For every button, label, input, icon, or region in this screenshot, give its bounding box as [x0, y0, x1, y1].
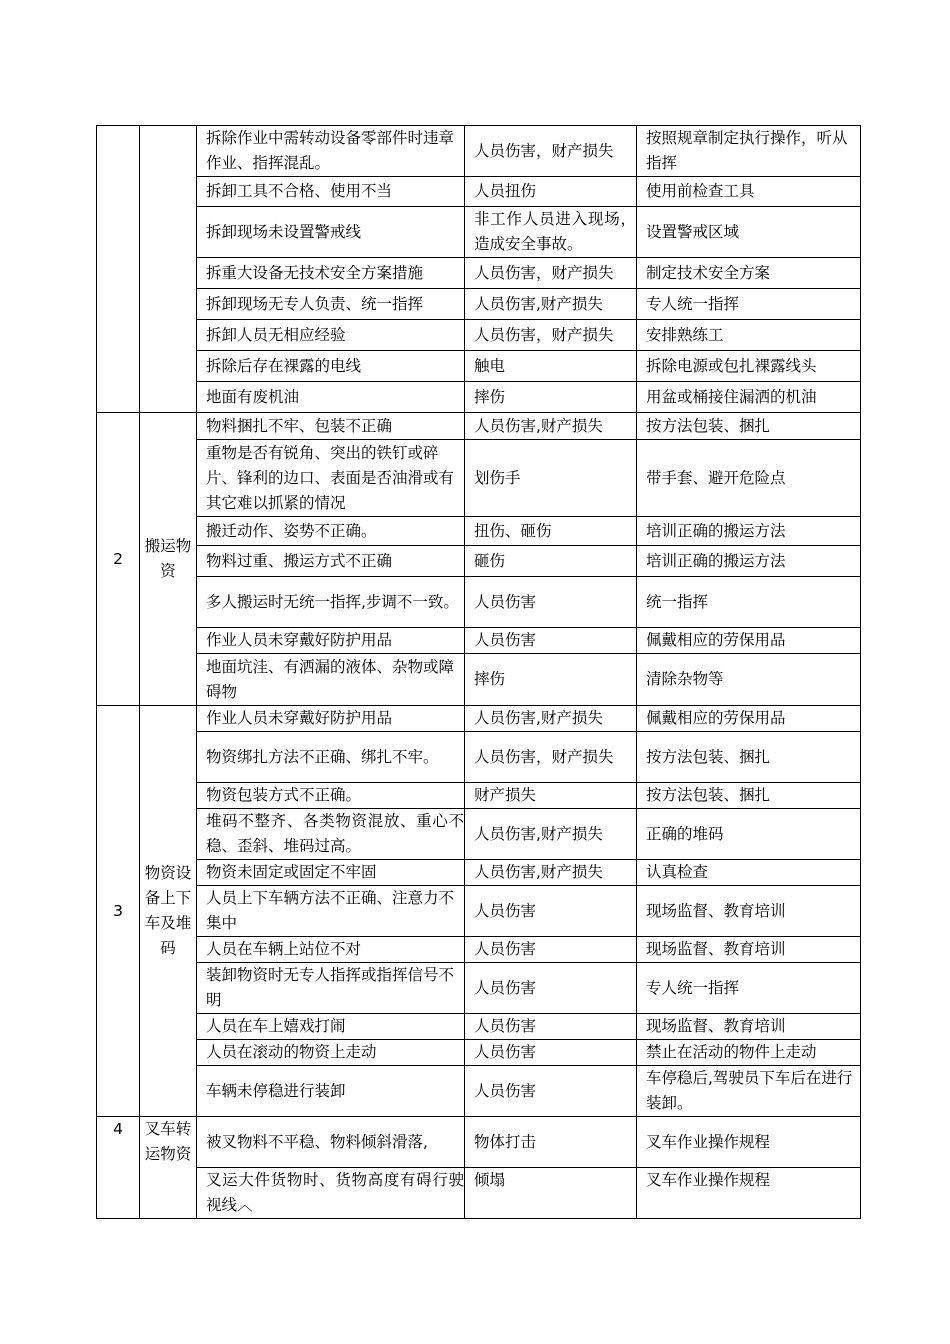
- table-row: [97, 351, 861, 382]
- table-row: [97, 577, 861, 628]
- table-row: [97, 207, 861, 258]
- measure-cell: 佩戴相应的劳保用品: [637, 706, 861, 732]
- consequence-cell: 人员伤害,财产损失: [465, 413, 637, 440]
- measure-cell: 按方法包装、捆扎: [637, 413, 861, 440]
- hazard-cell: 拆除作业中需转动设备零部件时违章作业、指挥混乱。: [197, 126, 465, 177]
- consequence-cell: 人员伤害,财产损失: [465, 860, 637, 886]
- consequence-cell: 财产损失: [465, 783, 637, 809]
- group-category: 叉车转运物资: [140, 1117, 197, 1219]
- group-category: [140, 126, 197, 413]
- hazard-cell: 拆除后存在裸露的电线: [197, 351, 465, 382]
- hazard-cell: 作业人员未穿戴好防护用品: [197, 706, 465, 732]
- consequence-cell: 人员伤害: [465, 963, 637, 1014]
- table-row: [97, 783, 861, 809]
- consequence-cell: 人员伤害: [465, 577, 637, 628]
- measure-cell: 认真检查: [637, 860, 861, 886]
- group-number: 3: [97, 706, 140, 1117]
- table-row: [97, 1117, 861, 1168]
- measure-cell: 培训正确的搬运方法: [637, 546, 861, 577]
- hazard-cell: 人员在车辆上站位不对: [197, 937, 465, 963]
- measure-cell: 正确的堆码: [637, 809, 861, 860]
- hazard-cell: 搬迁动作、姿势不正确。: [197, 517, 465, 546]
- table-row: [97, 440, 861, 517]
- table-row: [97, 382, 861, 413]
- hazard-cell: 物资绑扎方法不正确、绑扎不牢。: [197, 732, 465, 783]
- table-row: [97, 1066, 861, 1117]
- hazard-cell: 地面坑洼、有洒漏的液体、杂物或障碍物: [197, 654, 465, 706]
- measure-cell: 统一指挥: [637, 577, 861, 628]
- consequence-cell: 人员伤害,财产损失: [465, 289, 637, 320]
- consequence-cell: 触电: [465, 351, 637, 382]
- consequence-cell: 砸伤: [465, 546, 637, 577]
- consequence-cell: 人员扭伤: [465, 177, 637, 207]
- measure-cell: 叉车作业操作规程: [637, 1117, 861, 1168]
- measure-cell: 现场监督、教育培训: [637, 1014, 861, 1040]
- table-row: [97, 809, 861, 860]
- consequence-cell: 人员伤害，财产损失: [465, 126, 637, 177]
- hazard-cell: 装卸物资时无专人指挥或指挥信号不明: [197, 963, 465, 1014]
- measure-cell: 专人统一指挥: [637, 289, 861, 320]
- consequence-cell: 人员伤害: [465, 1040, 637, 1066]
- group-number: 4: [97, 1117, 140, 1219]
- table-row: [97, 258, 861, 289]
- table-row: [97, 860, 861, 886]
- measure-cell: 设置警戒区域: [637, 207, 861, 258]
- measure-cell: 佩戴相应的劳保用品: [637, 628, 861, 654]
- measure-cell: 拆除电源或包扎裸露线头: [637, 351, 861, 382]
- consequence-cell: 人员伤害,财产损失: [465, 706, 637, 732]
- consequence-cell: 物体打击: [465, 1117, 637, 1168]
- table-row: [97, 517, 861, 546]
- table-row: [97, 1168, 861, 1219]
- measure-cell: 按方法包装、捆扎: [637, 732, 861, 783]
- measure-cell: 叉车作业操作规程: [637, 1168, 861, 1219]
- group-category: 物资设备上下车及堆码: [140, 706, 197, 1117]
- hazard-cell: 人员在车上嬉戏打闹: [197, 1014, 465, 1040]
- table-row: [97, 546, 861, 577]
- hazard-cell: 堆码不整齐、各类物资混放、重心不稳、歪斜、堆码过高。: [197, 809, 465, 860]
- hazard-cell: 拆卸工具不合格、使用不当: [197, 177, 465, 207]
- consequence-cell: 扭伤、砸伤: [465, 517, 637, 546]
- table-row: [97, 886, 861, 937]
- measure-cell: 车停稳后,驾驶员下车后在进行装卸。: [637, 1066, 861, 1117]
- consequence-cell: 人员伤害: [465, 937, 637, 963]
- risk-table: [96, 125, 861, 1219]
- hazard-cell: 多人搬运时无统一指挥,步调不一致。: [197, 577, 465, 628]
- measure-cell: 培训正确的搬运方法: [637, 517, 861, 546]
- consequence-cell: 人员伤害,财产损失: [465, 809, 637, 860]
- consequence-cell: 非工作人员进入现场，造成安全事故。: [465, 207, 637, 258]
- hazard-cell: 拆卸人员无相应经验: [197, 320, 465, 351]
- hazard-cell: 叉运大件货物时、货物高度有碍行驶视线︿: [197, 1168, 465, 1219]
- table-row: [97, 177, 861, 207]
- hazard-cell: 作业人员未穿戴好防护用品: [197, 628, 465, 654]
- hazard-cell: 地面有废机油: [197, 382, 465, 413]
- measure-cell: 现场监督、教育培训: [637, 886, 861, 937]
- group-number: [97, 126, 140, 413]
- group-number: 2: [97, 413, 140, 706]
- hazard-cell: 拆重大设备无技术安全方案措施: [197, 258, 465, 289]
- hazard-cell: 拆卸现场无专人负责、统一指挥: [197, 289, 465, 320]
- table-row: [97, 937, 861, 963]
- group-category: 搬运物资: [140, 413, 197, 706]
- consequence-cell: 摔伤: [465, 654, 637, 706]
- measure-cell: 用盆或桶接住漏洒的机油: [637, 382, 861, 413]
- measure-cell: 清除杂物等: [637, 654, 861, 706]
- hazard-cell: 物资未固定或固定不牢固: [197, 860, 465, 886]
- measure-cell: 专人统一指挥: [637, 963, 861, 1014]
- measure-cell: 按照规章制定执行操作，听从指挥: [637, 126, 861, 177]
- table-row: [97, 706, 861, 732]
- table-row: [97, 628, 861, 654]
- consequence-cell: 划伤手: [465, 440, 637, 517]
- consequence-cell: 人员伤害: [465, 886, 637, 937]
- measure-cell: 禁止在活动的物件上走动: [637, 1040, 861, 1066]
- hazard-cell: 人员上下车辆方法不正确、注意力不集中: [197, 886, 465, 937]
- hazard-cell: 车辆未停稳进行装卸: [197, 1066, 465, 1117]
- consequence-cell: 人员伤害，财产损失: [465, 320, 637, 351]
- measure-cell: 按方法包装、捆扎: [637, 783, 861, 809]
- measure-cell: 使用前检查工具: [637, 177, 861, 207]
- table-row: [97, 732, 861, 783]
- table-row: [97, 963, 861, 1014]
- consequence-cell: 人员伤害: [465, 1014, 637, 1040]
- hazard-cell: 物料捆扎不牢、包装不正确: [197, 413, 465, 440]
- consequence-cell: 人员伤害: [465, 628, 637, 654]
- measure-cell: 安排熟练工: [637, 320, 861, 351]
- table-row: [97, 1014, 861, 1040]
- table-row: [97, 289, 861, 320]
- hazard-cell: 物料过重、搬运方式不正确: [197, 546, 465, 577]
- table-row: [97, 320, 861, 351]
- consequence-cell: 人员伤害，财产损失: [465, 258, 637, 289]
- measure-cell: 制定技术安全方案: [637, 258, 861, 289]
- table-row: [97, 413, 861, 440]
- consequence-cell: 人员伤害: [465, 1066, 637, 1117]
- consequence-cell: 摔伤: [465, 382, 637, 413]
- table-row: [97, 1040, 861, 1066]
- hazard-cell: 拆卸现场未设置警戒线: [197, 207, 465, 258]
- table-row: [97, 126, 861, 177]
- hazard-cell: 物资包装方式不正确。: [197, 783, 465, 809]
- measure-cell: 现场监督、教育培训: [637, 937, 861, 963]
- hazard-cell: 被叉物料不平稳、物料倾斜滑落,: [197, 1117, 465, 1168]
- consequence-cell: 倾塌: [465, 1168, 637, 1219]
- hazard-cell: 重物是否有锐角、突出的铁钉或碎片、锋利的边口、表面是否油滑或有其它难以抓紧的情况: [197, 440, 465, 517]
- measure-cell: 带手套、避开危险点: [637, 440, 861, 517]
- consequence-cell: 人员伤害，财产损失: [465, 732, 637, 783]
- table-row: [97, 654, 861, 706]
- hazard-cell: 人员在滚动的物资上走动: [197, 1040, 465, 1066]
